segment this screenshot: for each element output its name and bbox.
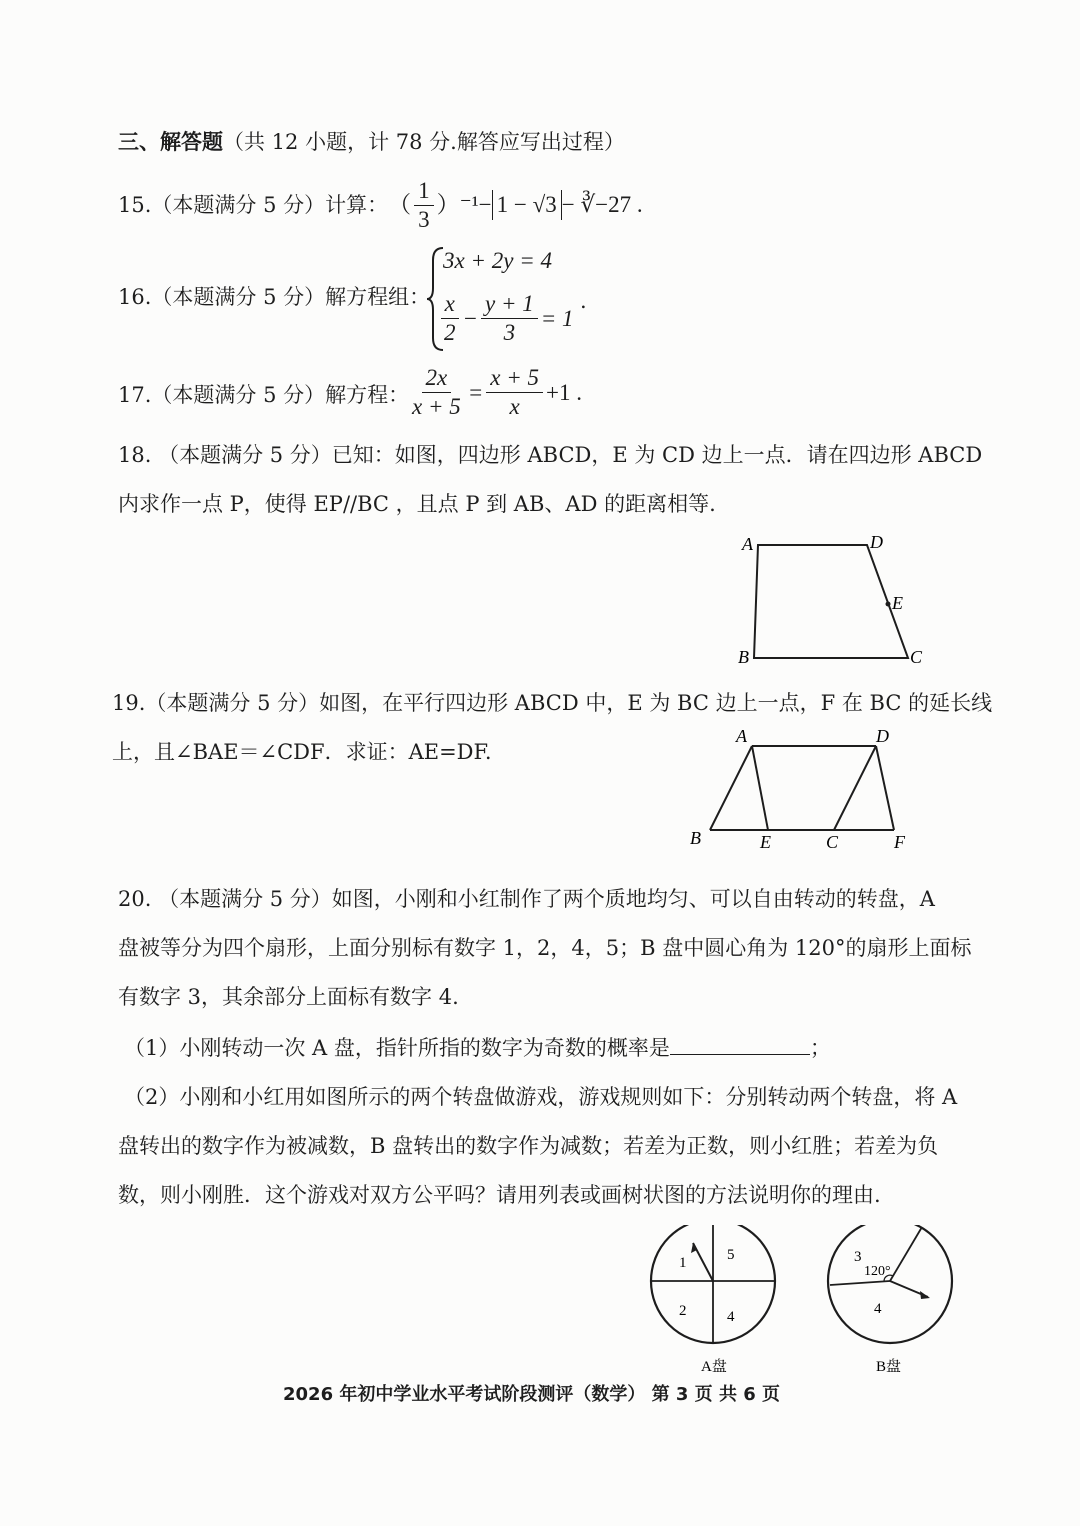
disk-b-figure [820, 1225, 960, 1385]
q16-frac2-den: 3 [503, 320, 516, 345]
q18-figure [730, 525, 930, 675]
q17-equals: = [467, 379, 484, 405]
q16-eq1: 3x + 2y = 4 [443, 248, 552, 273]
line-ab [710, 746, 752, 830]
q19-line2: 上，且∠BAE＝∠CDF．求证：AE=DF. [112, 740, 492, 764]
q16-frac2 [481, 290, 538, 347]
line-ae [752, 746, 768, 830]
q17-equation [405, 364, 582, 421]
q16-minus: − [462, 305, 479, 331]
q15-den: 3 [418, 206, 430, 232]
disk-a-figure [645, 1225, 785, 1385]
q20-part2-line3: 数，则小刚胜．这个游戏对双方公平吗？请用列表或画树状图的方法说明你的理由. [118, 1183, 881, 1207]
q20-line3: 有数字 3，其余部分上面标有数字 4. [118, 985, 459, 1009]
pointer-arrow-icon [920, 1291, 930, 1299]
line-dc [834, 746, 876, 830]
q19-label-b: B [690, 828, 701, 848]
q17-lhs-num: 2x [422, 364, 452, 393]
disk-b-number-4: 4 [874, 1301, 882, 1317]
q16-frac1-num: x [441, 290, 459, 319]
q20-part1-end: ； [809, 1036, 831, 1060]
q19-label-f: F [894, 832, 905, 852]
section-heading [118, 127, 625, 157]
q16-frac2-num: y + 1 [481, 290, 538, 319]
question-15 [118, 177, 643, 232]
q16-system [425, 244, 605, 354]
q16-end: . [580, 289, 587, 313]
q17-tail: +1 . [546, 379, 582, 405]
q15-minus: − [478, 192, 492, 217]
disk-a-number-2: 2 [679, 1303, 687, 1319]
q19-label-d: D [876, 726, 889, 746]
q15-absolute-value: 1 − √3 [492, 190, 562, 220]
point-e [886, 602, 891, 607]
q15-num: 1 [414, 177, 434, 206]
q18-label-c: C [910, 647, 923, 667]
answer-blank[interactable] [670, 1034, 810, 1055]
q18-label-d: D [870, 532, 883, 552]
q17-prefix: 17.（本题满分 5 分）解方程： [118, 383, 410, 407]
q18-line2: 内求作一点 P，使得 EP//BC ，且点 P 到 AB、AD 的距离相等. [118, 492, 716, 516]
q20-line1: 20. （本题满分 5 分）如图，小刚和小红制作了两个质地均匀、可以自由转动的转盘，A [118, 887, 935, 911]
disk-a-number-4: 4 [727, 1309, 735, 1325]
disk-b-number-3: 3 [854, 1249, 862, 1265]
q16-prefix: 16.（本题满分 5 分）解方程组： [118, 285, 431, 309]
disk-b-angle: 120° [864, 1264, 891, 1279]
q17-lhs-den: x + 5 [412, 394, 461, 419]
q19-label-c: C [826, 832, 839, 852]
disk-a-caption: A盘 [701, 1359, 727, 1375]
line-df [876, 746, 894, 830]
q16-frac1 [440, 290, 460, 347]
q15-fraction [414, 177, 434, 234]
q16-eq2-tail: = 1 [540, 305, 574, 331]
disk-b-radius-1 [890, 1227, 922, 1281]
q19-figure [680, 720, 920, 860]
q19-line1: 19.（本题满分 5 分）如图，在平行四边形 ABCD 中，E 为 BC 边上一点，F 在 BC 的延长线 [112, 691, 993, 715]
section-title: 三、解答题 [118, 129, 223, 154]
q16-frac1-den: 2 [444, 320, 456, 345]
q18-label-a: A [742, 534, 753, 554]
section-note: （共 12 小题，计 78 分.解答应写出过程） [223, 130, 625, 154]
q20-part2-line1: （2）小刚和小红用如图所示的两个转盘做游戏，游戏规则如下：分别转动两个转盘，将 A [124, 1085, 958, 1109]
q19-label-a: A [736, 726, 747, 746]
q20-part1 [124, 1033, 831, 1063]
quadrilateral-abcd [754, 545, 908, 658]
q17-rhs [486, 364, 543, 421]
q15-prefix: 15.（本题满分 5 分）计算： [118, 193, 389, 217]
q19-label-e: E [760, 832, 771, 852]
q15-expression [388, 177, 643, 234]
q20-part2-line2: 盘转出的数字作为被减数，B 盘转出的数字作为减数；若差为正数，则小红胜；若差为负 [118, 1134, 939, 1158]
disk-b-radius-2 [830, 1281, 890, 1285]
disk-a-number-5: 5 [727, 1247, 735, 1263]
q16-eq2 [437, 290, 574, 347]
disk-b-caption: B盘 [876, 1359, 902, 1375]
q20-part1-text: （1）小刚转动一次 A 盘，指针所指的数字为奇数的概率是 [124, 1036, 670, 1060]
q18-label-b: B [738, 647, 749, 667]
q17-rhs-num: x + 5 [486, 364, 543, 393]
q15-exponent: ）⁻¹ [436, 192, 479, 217]
q18-label-e: E [892, 593, 903, 613]
q15-paren: （ [388, 192, 412, 217]
disk-a-number-1: 1 [679, 1255, 687, 1271]
q17-lhs [408, 364, 465, 421]
q15-cube-root: − ∛−27 . [561, 192, 643, 217]
q18-line1: 18. （本题满分 5 分）已知：如图，四边形 ABCD，E 为 CD 边上一点．请在四边形 ABCD [118, 443, 983, 467]
page-footer: 2026 年初中学业水平考试阶段测评（数学） 第 3 页 共 6 页 [283, 1384, 781, 1405]
q20-line2: 盘被等分为四个扇形，上面分别标有数字 1，2，4，5；B 盘中圆心角为 120°的扇形上面标 [118, 936, 972, 960]
q17-rhs-den: x [509, 394, 520, 419]
